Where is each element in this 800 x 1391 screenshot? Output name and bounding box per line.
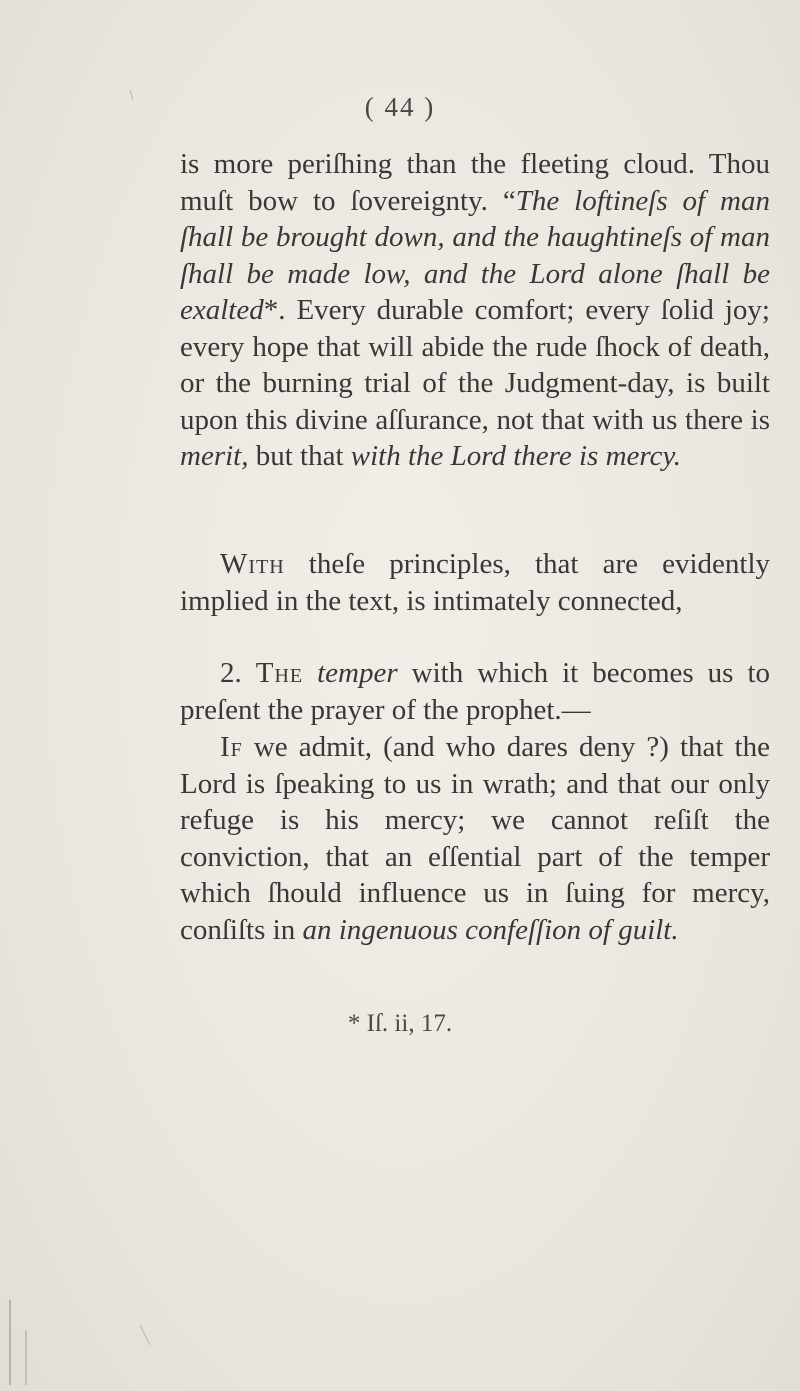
scripture-quote: The loftineſs of man ſhall be brought down, and the haughtineſs of man ſhall be made low, and the Lord alone ſhall be exalted — [180, 184, 770, 326]
paragraph-4-text: we admit, (and who dares deny ?) that the Lord is ſpeaking to us in wrath; and that our only refuge is his mercy; we cannot reſiſt the conviction, that an eſſential part of the temper which ſhould influence us in ſuing for mercy, conſiſts in — [180, 731, 770, 946]
paragraph-1-text-a: is more periſhing than the fleeting cloud. Thou muſt bow to ſovereignty. “ — [180, 148, 770, 217]
paragraph-3-number: 2. — [220, 657, 256, 689]
paragraph-2-text: theſe principles, that are evidently implied in the text, is intimately connected, — [180, 548, 770, 617]
paragraph-2-lead: With — [220, 548, 285, 580]
paragraph-1-text-b: *. Every durable comfort; every ſolid joy; every hope that will abide the rude ſhock of death, or the burning trial of the Judgment-day, is built upon this divine aſſurance, not that with us there is — [180, 294, 770, 436]
temper-emphasis: temper — [317, 657, 398, 689]
mercy-emphasis: with the Lord there is mercy. — [350, 440, 682, 472]
paragraph-2 — [180, 546, 770, 619]
paragraph-3-text: with which it becomes us to preſent the prayer of the prophet.— — [180, 657, 770, 726]
paragraph-1 — [180, 146, 770, 475]
page-number: ( 44 ) — [364, 92, 436, 122]
paragraph-4 — [180, 729, 770, 948]
paragraph-3-lead: The — [255, 657, 304, 689]
footnote: * Iſ. ii, 17. — [347, 1010, 453, 1037]
paragraph-3-space — [303, 657, 317, 689]
paragraph-1-text-c: but that — [248, 440, 351, 472]
margin-mark-3 — [140, 1325, 150, 1345]
confession-emphasis: an ingenuous confeſſion of guilt. — [302, 913, 679, 946]
merit-emphasis: merit, — [180, 440, 249, 472]
paragraph-3 — [180, 655, 770, 728]
paragraph-4-lead: If — [220, 731, 243, 763]
